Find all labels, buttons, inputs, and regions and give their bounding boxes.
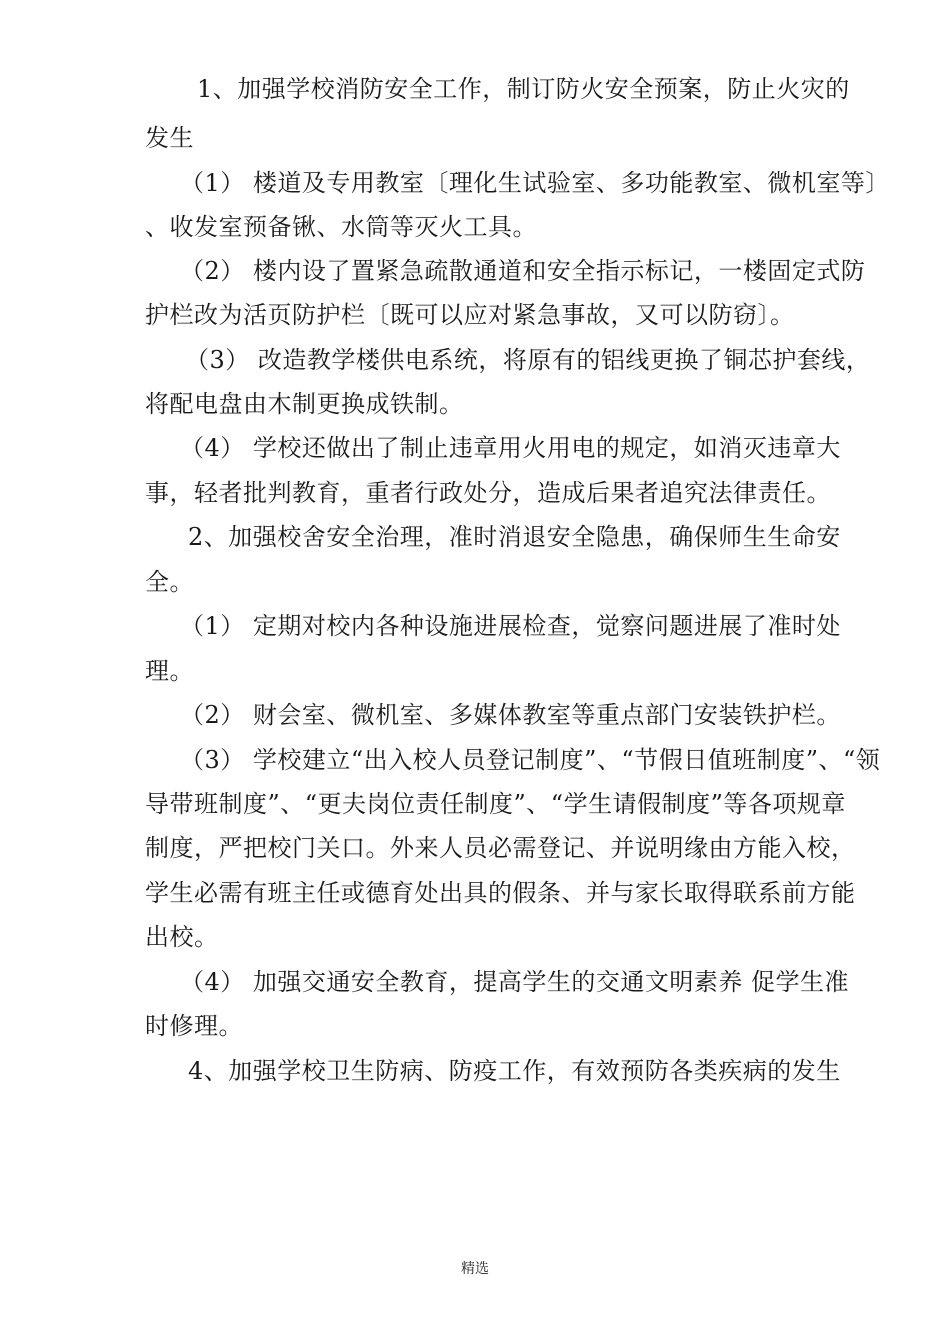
item-1-3-line-2: 将配电盘由木制更换成铁制。 — [145, 390, 464, 418]
item-2-4-line-2: 时修理。 — [145, 1012, 243, 1040]
item-1-4-line-2: 事，轻者批判教育，重者行政处分，造成后果者追究法律责任。 — [145, 479, 831, 507]
item-1-2-line-2: 护栏改为活页防护栏〔既可以应对紧急事故，又可以防窃〕。 — [145, 301, 795, 329]
item-1-1-line-1: （1） 楼道及专用教室〔理化生试验室、多功能教室、微机室等〕 — [180, 169, 890, 197]
section-1-heading-line-2: 发生 — [145, 124, 194, 152]
item-2-2-line-1: （2） 财会室、微机室、多媒体教室等重点部门安装铁护栏。 — [180, 701, 841, 729]
item-2-3-line-1: （3） 学校建立“出入校人员登记制度”、“节假日值班制度”、“领 — [180, 746, 881, 774]
section-2-heading-line-2: 全。 — [145, 568, 194, 596]
item-2-4-line-1: （4） 加强交通安全教育，提高学生的交通文明素养 促学生准 — [180, 968, 850, 996]
page-footer: 精选 — [461, 1261, 489, 1277]
item-2-3-line-5: 出校。 — [145, 923, 219, 951]
item-2-1-line-1: （1） 定期对校内各种设施进展检查，觉察问题进展了准时处 — [180, 612, 841, 640]
section-2-heading-line-1: 2、加强校舍安全治理，准时消退安全隐患，确保师生生命安 — [188, 523, 841, 551]
section-4-heading-line-1: 4、加强学校卫生防病、防疫工作，有效预防各类疾病的发生 — [188, 1057, 841, 1085]
item-2-3-line-2: 导带班制度”、“更夫岗位责任制度”、“学生请假制度”等各项规章 — [145, 790, 846, 818]
item-1-3-line-1: （3） 改造教学楼供电系统，将原有的铝线更换了铜芯护套线， — [185, 346, 871, 374]
item-2-1-line-2: 理。 — [145, 657, 194, 685]
item-2-3-line-3: 制度，严把校门关口。外来人员必需登记、并说明缘由方能入校， — [145, 834, 856, 862]
item-1-1-line-2: 、收发室预备锹、水筒等灭火工具。 — [145, 213, 537, 241]
item-1-4-line-1: （4） 学校还做出了制止违章用火用电的规定，如消灭违章大 — [180, 434, 841, 462]
section-1-heading-line-1: 1、加强学校消防安全工作，制订防火安全预案，防止火灾的 — [197, 75, 850, 103]
item-2-3-line-4: 学生必需有班主任或德育处出具的假条、并与家长取得联系前方能 — [145, 879, 856, 907]
item-1-2-line-1: （2） 楼内设了置紧急疏散通道和安全指示标记，一楼固定式防 — [180, 257, 866, 285]
